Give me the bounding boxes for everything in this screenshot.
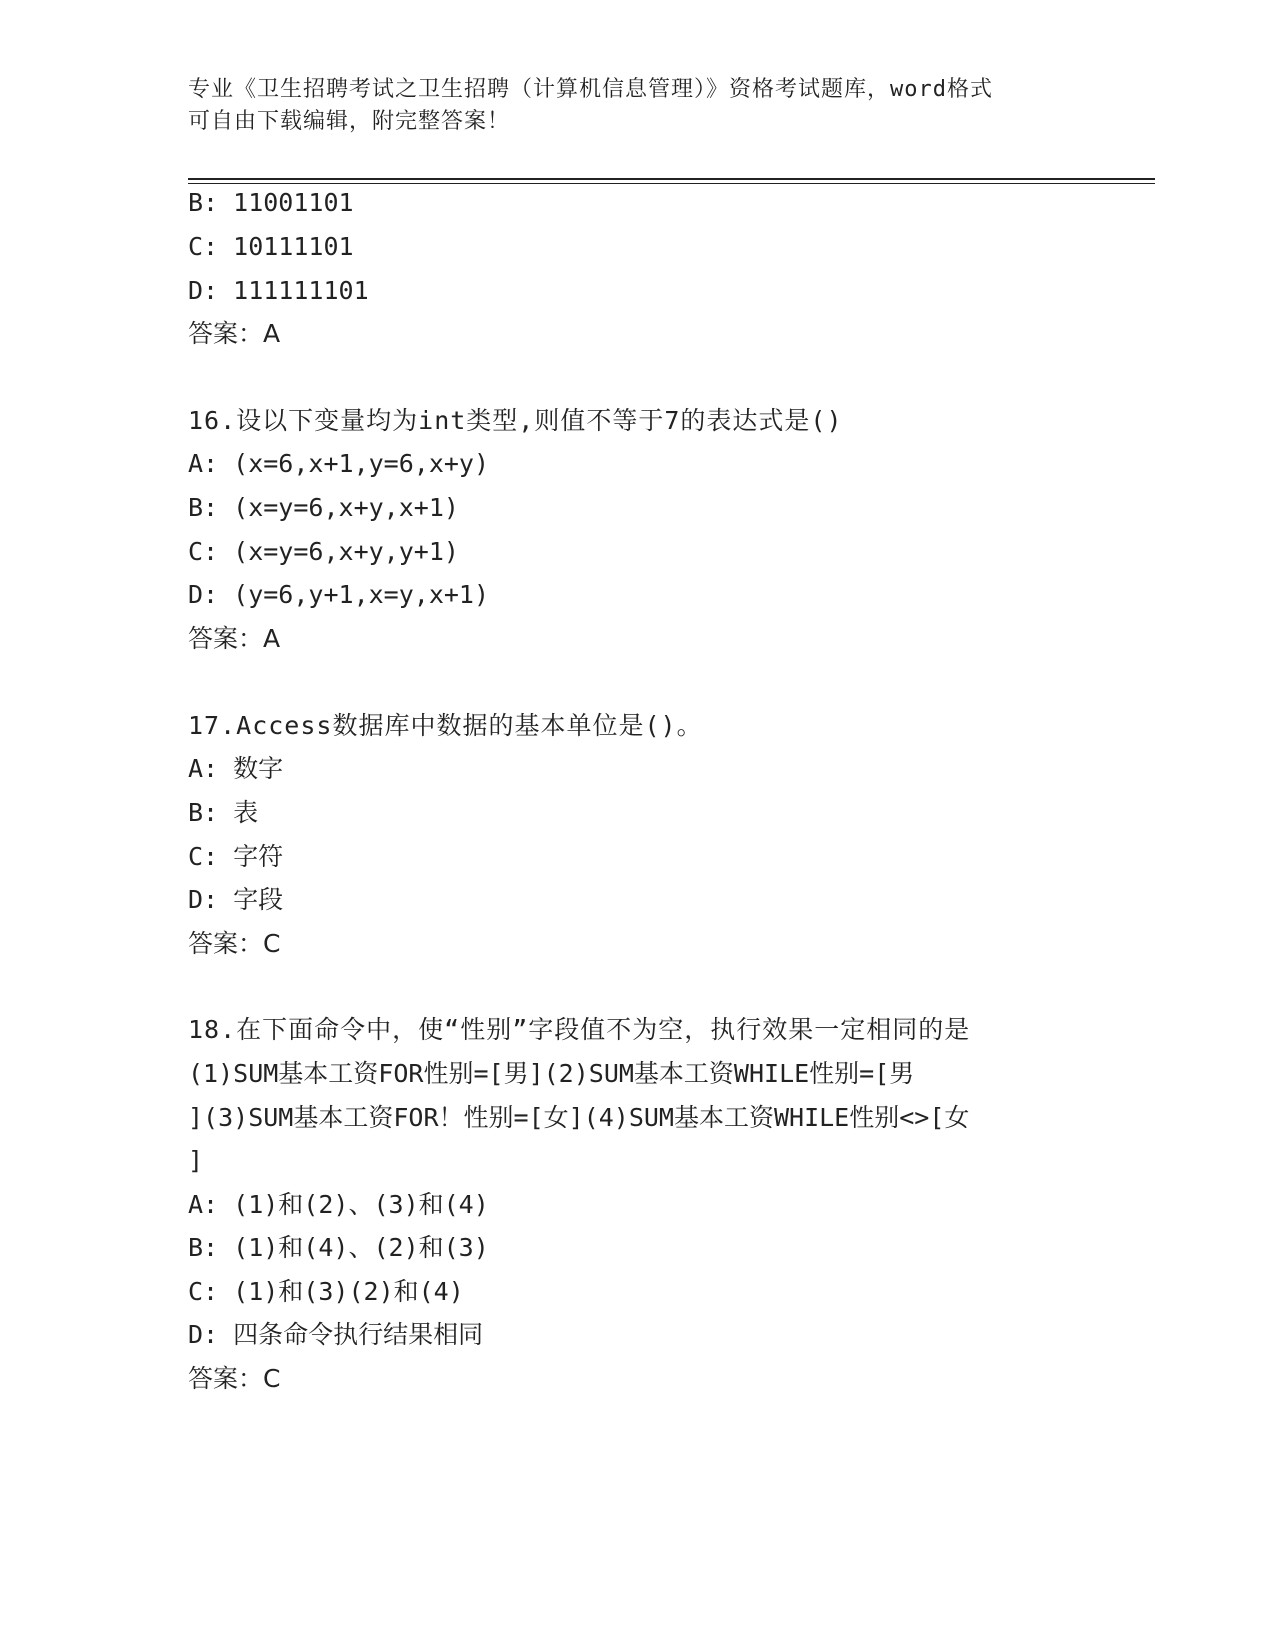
q18-option-b: B: (1)和(4)、(2)和(3) — [188, 1233, 489, 1262]
q18-question-line-3: ](3)SUM基本工资FOR！性别=[女](4)SUM基本工资WHILE性别<>[女 — [188, 1103, 970, 1132]
q17-option-d: D: 字段 — [188, 885, 284, 914]
q18-question-line-1: 18.在下面命令中，使“性别”字段值不为空，执行效果一定相同的是 — [188, 1015, 971, 1044]
q17-option-a: A: 数字 — [188, 754, 284, 783]
header-divider-thick — [188, 178, 1155, 180]
q17-option-c: C: 字符 — [188, 842, 284, 871]
q18-option-a: A: (1)和(2)、(3)和(4) — [188, 1190, 489, 1219]
header-line-2: 可自由下载编辑，附完整答案！ — [188, 109, 511, 134]
header-line-1: 专业《卫生招聘考试之卫生招聘（计算机信息管理）》资格考试题库，word格式 — [188, 77, 993, 102]
q16-question: 16.设以下变量均为int类型,则值不等于7的表达式是() — [188, 406, 843, 435]
q16-answer: 答案：A — [188, 624, 281, 653]
q18-question-line-4: ] — [188, 1146, 204, 1175]
q15-option-d: D: 111111101 — [188, 276, 369, 305]
q16-option-c: C: (x=y=6,x+y,y+1) — [188, 537, 459, 566]
q17-answer: 答案：C — [188, 929, 281, 958]
q16-option-d: D: (y=6,y+1,x=y,x+1) — [188, 580, 490, 609]
q18-question-line-2: (1)SUM基本工资FOR性别=[男](2)SUM基本工资WHILE性别=[男 — [188, 1059, 915, 1088]
q16-option-a: A: (x=6,x+1,y=6,x+y) — [188, 449, 490, 478]
q18-option-c: C: (1)和(3)(2)和(4) — [188, 1277, 464, 1306]
q18-option-d: D: 四条命令执行结果相同 — [188, 1320, 484, 1349]
header-divider-thin — [188, 183, 1155, 184]
q17-option-b: B: 表 — [188, 798, 259, 827]
q15-option-b: B: 11001101 — [188, 188, 354, 217]
q18-answer: 答案：C — [188, 1364, 281, 1393]
q15-answer: 答案：A — [188, 319, 281, 348]
q17-question: 17.Access数据库中数据的基本单位是()。 — [188, 711, 703, 740]
document-header — [188, 74, 1088, 138]
q15-option-c: C: 10111101 — [188, 232, 354, 261]
q16-option-b: B: (x=y=6,x+y,x+1) — [188, 493, 459, 522]
